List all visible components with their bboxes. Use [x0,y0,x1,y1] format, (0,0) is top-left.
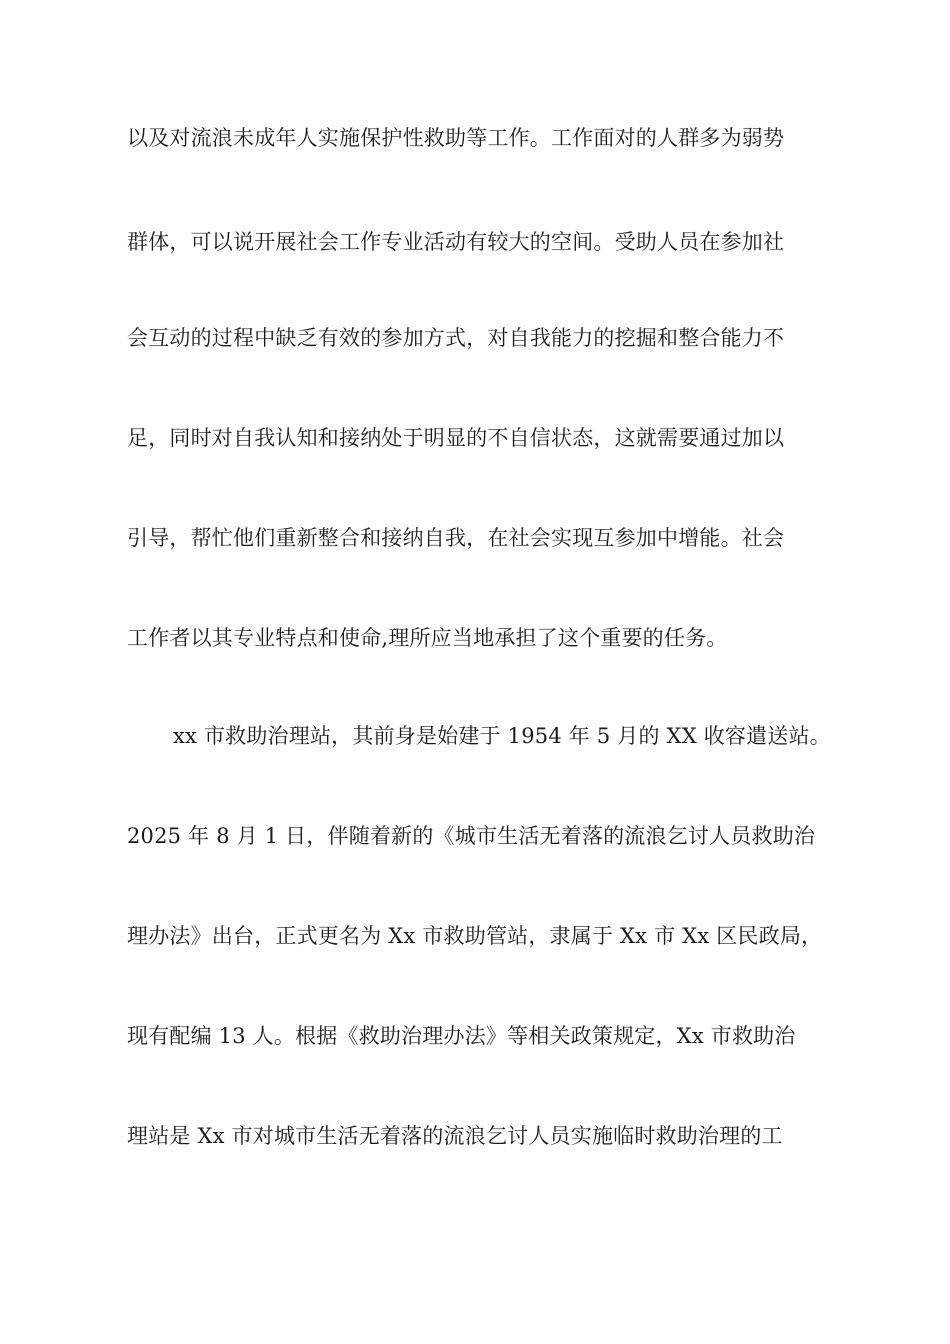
text-line-9: 理办法》出台，正式更名为 Xx 市救助管站，隶属于 Xx 市 Xx 区民政局， [127,924,823,948]
text-line-10: 现有配编 13 人。根据《救助治理办法》等相关政策规定，Xx 市救助治 [127,1024,796,1048]
text-line-5: 引导，帮忙他们重新整合和接纳自我，在社会实现互参加中增能。社会 [127,526,785,550]
text-line-2: 群体，可以说开展社会工作专业活动有较大的空间。受助人员在参加社 [127,230,785,254]
text-line-4: 足，同时对自我认知和接纳处于明显的不自信状态，这就需要通过加以 [127,426,785,450]
text-line-11: 理站是 Xx 市对城市生活无着落的流浪乞讨人员实施临时救助治理的工 [127,1124,783,1148]
text-line-6: 工作者以其专业特点和使命,理所应当地承担了这个重要的任务。 [127,626,728,650]
text-line-8: 2025 年 8 月 1 日，伴随着新的《城市生活无着落的流浪乞讨人员救助治 [127,824,816,848]
text-line-7: xx 市救助治理站，其前身是始建于 1954 年 5 月的 XX 收容遣送站。 [173,724,831,748]
text-line-1: 以及对流浪未成年人实施保护性救助等工作。工作面对的人群多为弱势 [127,126,785,150]
text-line-3: 会互动的过程中缺乏有效的参加方式，对自我能力的挖掘和整合能力不 [127,326,785,350]
